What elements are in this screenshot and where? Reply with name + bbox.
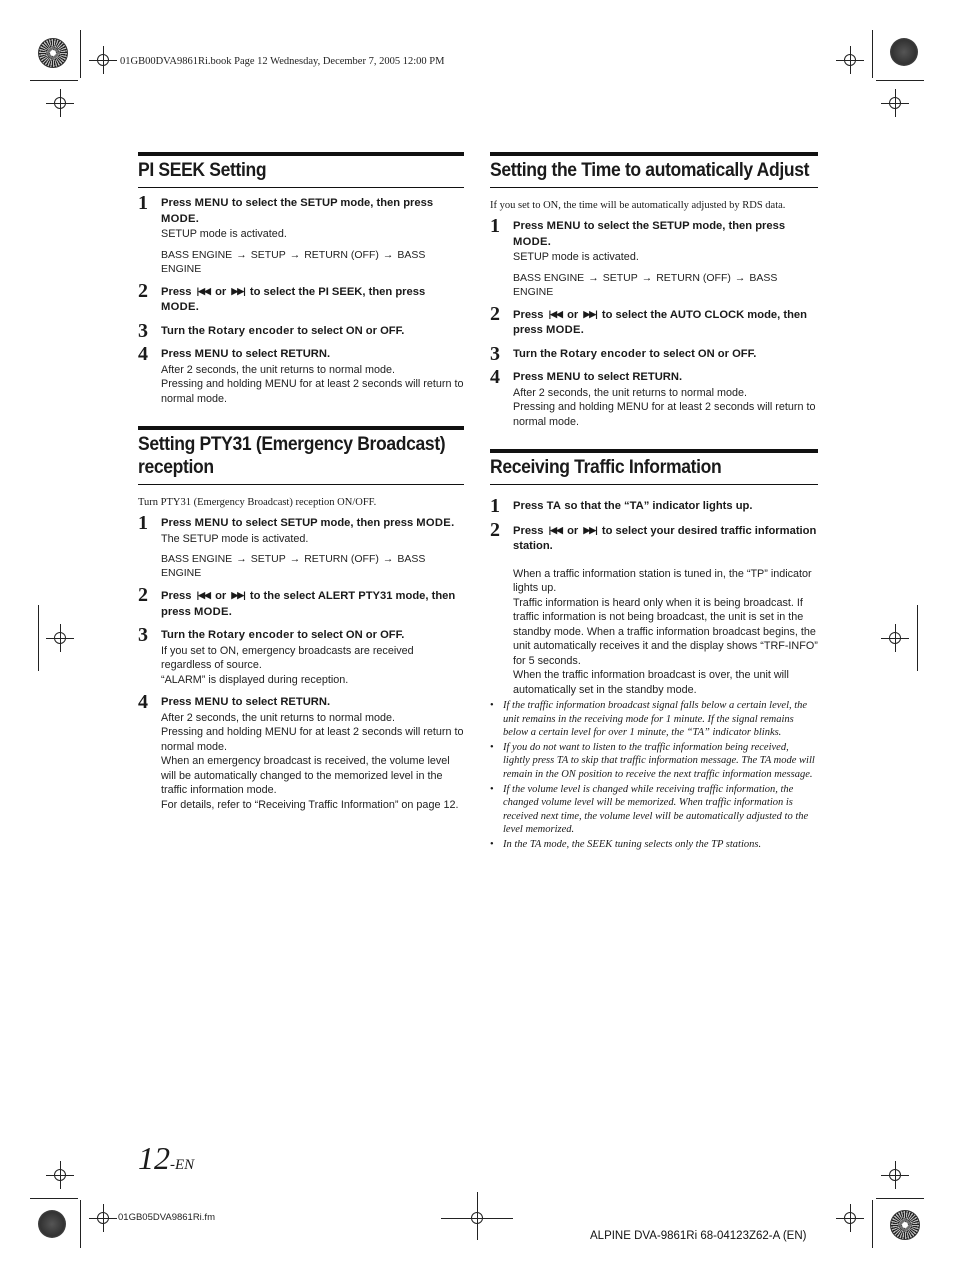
- book-info-line: 01GB00DVA9861Ri.book Page 12 Wednesday, December 7, 2005 12:00 PM: [120, 56, 445, 67]
- color-wheel-icon: [38, 1210, 66, 1238]
- key-name: Rotary encoder: [560, 347, 647, 360]
- skip-back-icon: |◀◀: [548, 524, 562, 535]
- traffic-section: [490, 449, 818, 852]
- step-number: 1: [490, 215, 500, 237]
- color-wheel-icon: [38, 38, 68, 68]
- step-instruction: Press |◀◀ or ▶▶| to the select ALERT PTY31 mode, then press MODE.: [161, 590, 456, 618]
- section-title: Setting the Time to automatically Adjust: [490, 159, 810, 181]
- step-number: 2: [490, 302, 500, 325]
- page-number: 12-EN: [138, 1140, 195, 1176]
- step-instruction: Turn the Rotary encoder to select ON or OFF.: [513, 347, 757, 360]
- section-heading: [138, 152, 464, 188]
- step-instruction: Press |◀◀ or ▶▶| to select your desired traffic information station.: [513, 524, 817, 552]
- step: [138, 512, 464, 580]
- step: [138, 584, 464, 620]
- step: [490, 342, 818, 365]
- step-note: “ALARM” is displayed during reception.: [161, 673, 349, 686]
- step: [490, 495, 818, 517]
- step-instruction: Press MENU to select RETURN.: [161, 696, 331, 708]
- step-number: 3: [138, 624, 148, 646]
- step: [138, 624, 464, 687]
- arrow-right-icon: →: [382, 248, 394, 261]
- arrow-right-icon: →: [588, 271, 599, 284]
- step-number: 2: [138, 279, 148, 302]
- step-number: 1: [138, 192, 148, 214]
- section-heading: [490, 152, 818, 188]
- key-name: MENU: [194, 348, 229, 360]
- step: [138, 279, 464, 316]
- step-instruction: Press MENU to select the SETUP mode, then press MODE.: [161, 197, 434, 225]
- fm-file-name: 01GB05DVA9861Ri.fm: [118, 1212, 215, 1223]
- skip-forward-icon: ▶▶|: [231, 590, 245, 600]
- mode-flow: BASS ENGINE → SETUP → RETURN (OFF) → BASS ENGINE: [513, 271, 778, 298]
- step-instruction: Press TA so that the “TA” indicator lights up.: [513, 500, 753, 512]
- key-name: MENU: [194, 517, 229, 529]
- step: [138, 343, 464, 406]
- arrow-right-icon: →: [236, 248, 247, 261]
- step-number: 4: [490, 366, 500, 388]
- step-number: 1: [490, 495, 500, 517]
- section-intro: If you set to ON, the time will be automatically adjusted by RDS data.: [490, 200, 786, 211]
- key-name: Rotary encoder: [208, 629, 295, 641]
- key-name: MENU: [194, 197, 229, 209]
- skip-back-icon: |◀◀: [548, 308, 562, 319]
- step-instruction: Press |◀◀ or ▶▶| to select the AUTO CLOCK mode, then press MODE.: [513, 308, 807, 336]
- step-note: When an emergency broadcast is received, the volume level will be automatically changed to the memorized level in the traffic information mode.: [161, 755, 450, 796]
- time-adjust-section: [490, 152, 818, 429]
- skip-back-icon: |◀◀: [196, 285, 210, 296]
- step-instruction: Press MENU to select SETUP mode, then press MODE.: [161, 517, 455, 529]
- arrow-right-icon: →: [641, 271, 653, 284]
- section-heading: [138, 426, 464, 485]
- skip-forward-icon: ▶▶|: [583, 524, 597, 535]
- step: [490, 302, 818, 339]
- section-title: PI SEEK Setting: [138, 159, 267, 181]
- step-number: 4: [138, 343, 148, 365]
- key-name: MENU: [546, 220, 581, 232]
- step-number: 3: [490, 342, 500, 365]
- arrow-right-icon: →: [236, 553, 247, 565]
- step-instruction: Press MENU to select the SETUP mode, then press MODE.: [513, 220, 786, 248]
- mode-flow: BASS ENGINE → SETUP → RETURN (OFF) → BASS ENGINE: [161, 553, 426, 579]
- section-intro: Turn PTY31 (Emergency Broadcast) reception ON/OFF.: [138, 497, 377, 508]
- step: [490, 366, 818, 429]
- skip-forward-icon: ▶▶|: [231, 285, 245, 296]
- step-number: 2: [138, 584, 148, 606]
- right-column: [490, 152, 818, 872]
- step: [138, 691, 464, 812]
- list-item: • If the traffic information broadcast signal falls below a certain level, the unit remains in the receiving mode for 1 minute. If the signal remains below a certain level for over 1 minute, the “TA” indicator blinks.: [490, 699, 818, 740]
- key-name: MODE.: [193, 605, 233, 618]
- model-footer: ALPINE DVA-9861Ri 68-04123Z62-A (EN): [590, 1230, 807, 1242]
- step-number: 4: [138, 691, 148, 713]
- step-note: After 2 seconds, the unit returns to normal mode.: [161, 711, 396, 724]
- step-number: 3: [138, 319, 148, 342]
- section-title: Receiving Traffic Information: [490, 456, 722, 478]
- mode-flow: BASS ENGINE → SETUP → RETURN (OFF) → BASS ENGINE: [161, 248, 426, 275]
- step-note: Pressing and holding MENU for at least 2 seconds will return to normal mode.: [513, 401, 816, 428]
- step-note: After 2 seconds, the unit returns to normal mode.: [513, 386, 748, 399]
- step-instruction: Turn the Rotary encoder to select ON or OFF.: [161, 629, 405, 641]
- step-instruction: Press MENU to select RETURN.: [513, 371, 683, 383]
- key-name: MODE: [161, 212, 196, 225]
- pi-seek-section: [138, 152, 464, 406]
- arrow-right-icon: →: [289, 553, 301, 565]
- list-item: • In the TA mode, the SEEK tuning selects only the TP stations.: [490, 838, 818, 852]
- key-name: MODE: [416, 517, 452, 529]
- key-name: MODE: [513, 235, 548, 248]
- section-title: Setting PTY31 (Emergency Broadcast) reception: [138, 433, 446, 478]
- left-column: [138, 152, 464, 832]
- list-item: • If you do not want to listen to the traffic information being received, lightly press TA to skip that traffic information message. The TA mode will remain in the ON position to receive the next traffic information message.: [490, 741, 818, 782]
- list-item: • If the volume level is changed while receiving traffic information, the changed volume level will be memorized. When traffic information is received next time, the volume level will be automatically adjusted to the level memorized.: [490, 783, 818, 837]
- step-number: 2: [490, 518, 500, 541]
- key-name: TA: [546, 500, 562, 512]
- key-name: MODE: [545, 324, 581, 336]
- step-note: The SETUP mode is activated.: [161, 532, 309, 545]
- step-instruction: Turn the Rotary encoder to select ON or OFF.: [161, 324, 405, 337]
- step: [490, 215, 818, 299]
- pty31-section: [138, 426, 464, 812]
- step-note: SETUP mode is activated.: [513, 251, 639, 263]
- key-name: MENU: [546, 371, 581, 383]
- step-note: If you set to ON, emergency broadcasts are received regardless of source.: [161, 644, 414, 671]
- skip-back-icon: |◀◀: [196, 590, 210, 600]
- arrow-right-icon: →: [382, 553, 394, 565]
- section-heading: [490, 449, 818, 485]
- info-paragraph: When a traffic information station is tuned in, the “TP” indicator lights up. Traffic information is heard only when it is being broadcast. If traffic information is not being broadcast, the unit is set in the standby mode. When a traffic information broadcast begins, the unit automatically receives it and the display shows “TRF-INFO” for 5 seconds. When the traffic information broadcast is over, the unit will automatically set in the standby mode.: [513, 567, 818, 696]
- step-number: 1: [138, 512, 148, 534]
- step-note: Pressing and holding MENU for at least 2 seconds will return to normal mode.: [161, 378, 464, 405]
- arrow-right-icon: →: [734, 271, 746, 284]
- color-wheel-icon: [890, 1210, 920, 1240]
- key-name: Rotary encoder: [208, 324, 295, 337]
- key-name: MODE: [161, 301, 196, 313]
- step-note: Pressing and holding MENU for at least 2 seconds will return to normal mode.: [161, 726, 464, 753]
- step-instruction: Press |◀◀ or ▶▶| to select the PI SEEK, then press MODE.: [161, 285, 426, 313]
- step: [138, 192, 464, 276]
- step-instruction: Press MENU to select RETURN.: [161, 348, 331, 360]
- step-note: After 2 seconds, the unit returns to normal mode.: [161, 363, 396, 376]
- color-wheel-icon: [890, 38, 918, 66]
- skip-forward-icon: ▶▶|: [583, 308, 597, 319]
- step-note: For details, refer to “Receiving Traffic Information” on page 12.: [161, 798, 459, 811]
- step: [138, 319, 464, 342]
- step-note: SETUP mode is activated.: [161, 228, 287, 240]
- step: [490, 518, 818, 555]
- arrow-right-icon: →: [289, 248, 301, 261]
- key-name: MENU: [194, 696, 229, 708]
- notes-list: [490, 699, 818, 852]
